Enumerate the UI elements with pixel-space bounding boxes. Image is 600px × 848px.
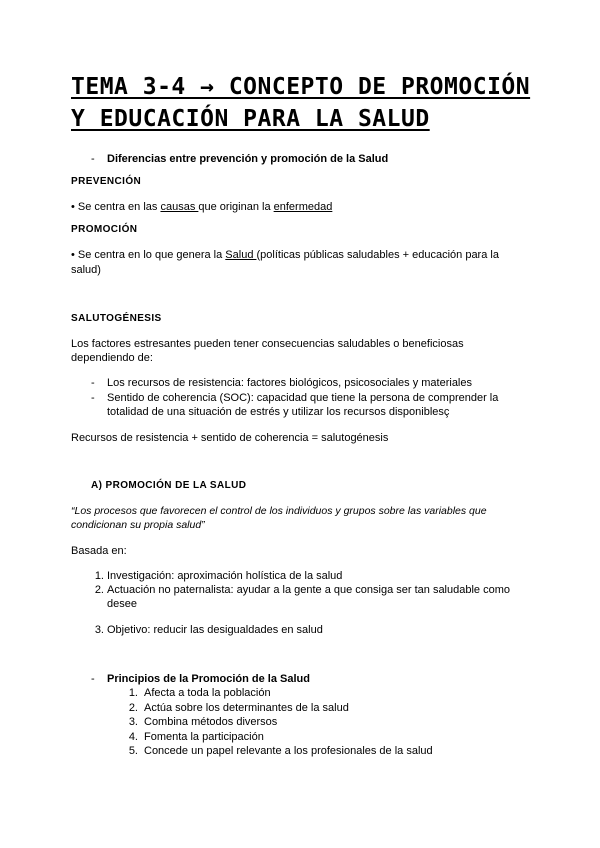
principio-item-2: Actúa sobre los determinantes de la salud: [144, 702, 349, 714]
principio-num-1: 1.: [128, 687, 138, 699]
salutogenesis-formula: Recursos de resistencia + sentido de coherencia = salutogénesis: [71, 432, 389, 444]
salutogenesis-intro-2: dependiendo de:: [71, 352, 153, 364]
promocion-salud: Salud: [225, 249, 257, 261]
principios-dash: -: [91, 673, 95, 685]
salutogenesis-item-2-line-2: totalidad de una situación de estrés y utilizar los recursos disponiblesç: [107, 406, 450, 418]
salutogenesis-item-1: Los recursos de resistencia: factores biológicos, psicosociales y materiales: [107, 377, 472, 389]
promocion-line-2: salud): [71, 264, 101, 276]
section-a-quote-1: “Los procesos que favorecen el control de los individuos y grupos sobre las variables que: [71, 505, 487, 517]
promocion-heading: PROMOCIÓN: [71, 224, 138, 235]
salutogenesis-dash-1: -: [91, 377, 95, 389]
principio-item-3: Combina métodos diversos: [144, 716, 278, 728]
basada-num-2: 2.: [94, 584, 104, 596]
section-a-heading: A) PROMOCIÓN DE LA SALUD: [91, 480, 247, 491]
basada-num-3: 3.: [94, 624, 104, 636]
basada-item-3: Objetivo: reducir las desigualdades en salud: [107, 624, 323, 636]
intro-heading: Diferencias entre prevención y promoción de la Salud: [107, 153, 389, 165]
principio-num-2: 2.: [128, 702, 138, 714]
prevencion-mid: que originan la: [198, 201, 274, 213]
salutogenesis-dash-2: -: [91, 392, 95, 404]
principio-item-5: Concede un papel relevante a los profesionales de la salud: [144, 745, 433, 757]
principio-item-1: Afecta a toda la población: [144, 687, 271, 699]
promocion-pre: • Se centra en lo que genera la: [71, 249, 226, 261]
prevencion-heading: PREVENCIÓN: [71, 176, 142, 187]
promocion-post: (políticas públicas saludables + educación para la: [256, 249, 499, 261]
prevencion-enfermedad: enfermedad: [273, 201, 333, 213]
prevencion-causas: causas: [160, 201, 199, 213]
basada-num-1: 1.: [94, 570, 104, 582]
salutogenesis-item-2-line-1: Sentido de coherencia (SOC): capacidad que tiene la persona de comprender la: [107, 392, 499, 404]
basada-item-1: Investigación: aproximación holística de la salud: [107, 570, 343, 582]
page-title-line-1: TEMA 3-4 → CONCEPTO DE PROMOCIÓN: [71, 74, 531, 100]
principios-heading: Principios de la Promoción de la Salud: [107, 673, 310, 685]
principio-item-4: Fomenta la participación: [144, 731, 264, 743]
principio-num-5: 5.: [128, 745, 138, 757]
basada-en: Basada en:: [71, 545, 127, 557]
basada-item-2-line-1: Actuación no paternalista: ayudar a la gente a que consiga ser tan saludable como: [107, 584, 510, 596]
salutogenesis-intro-1: Los factores estresantes pueden tener consecuencias saludables o beneficiosas: [71, 338, 464, 350]
intro-dash: -: [91, 153, 95, 165]
principio-num-3: 3.: [128, 716, 138, 728]
prevencion-pre: • Se centra en las: [71, 201, 161, 213]
salutogenesis-heading: SALUTOGÉNESIS: [71, 313, 162, 324]
page-title-line-2: Y EDUCACIÓN PARA LA SALUD: [71, 106, 430, 132]
prevencion-text: [71, 200, 332, 214]
basada-item-2-line-2: desee: [107, 598, 137, 610]
principio-num-4: 4.: [128, 731, 138, 743]
section-a-quote-2: condicionan su propia salud”: [71, 519, 205, 531]
promocion-text: [71, 248, 499, 262]
